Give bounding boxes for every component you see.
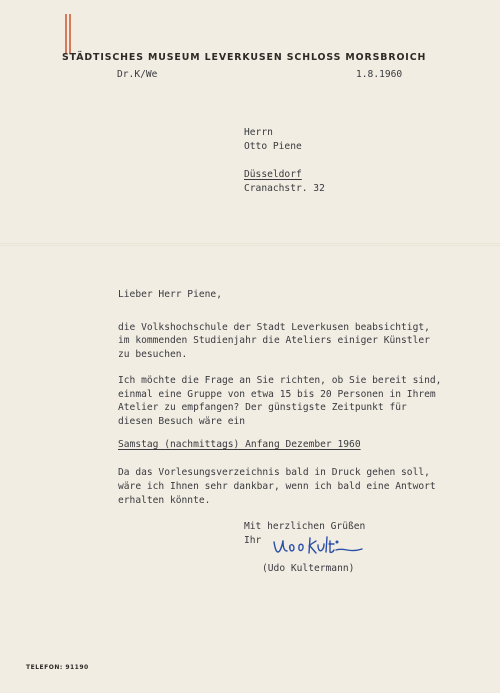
paragraph-line: Atelier zu empfangen? Der günstigste Zeitpunkt für (118, 402, 407, 413)
red-mark (69, 14, 71, 54)
paper-fold (0, 243, 500, 246)
greeting: Lieber Herr Piene, (118, 289, 222, 300)
letter-date: 1.8.1960 (356, 69, 403, 80)
recipient-city: Düsseldorf (244, 169, 302, 180)
paragraph-line: die Volkshochschule der Stadt Leverkusen beabsichtigt, (118, 322, 430, 333)
signatory-name: (Udo Kultermann) (262, 563, 355, 574)
paragraph-line: Da das Vorlesungsverzeichnis bald in Druck gehen soll, (118, 467, 430, 478)
closing-line: Ihr (244, 535, 262, 546)
reference-code: Dr.K/We (117, 69, 158, 80)
paragraph-line: Ich möchte die Frage an Sie richten, ob Sie bereit sind, (118, 375, 442, 386)
paragraph-line: im kommenden Studienjahr die Ateliers einiger Künstler (118, 335, 430, 346)
footer-telefon: TELEFON: 91190 (26, 664, 89, 671)
handwritten-signature (272, 532, 364, 565)
paragraph-line: erhalten könnte. (118, 495, 211, 506)
closing-line: Mit herzlichen Grüßen (244, 521, 366, 532)
recipient-salutation: Herrn (244, 127, 273, 138)
paragraph-line: wäre ich Ihnen sehr dankbar, wenn ich bald eine Antwort (118, 481, 436, 492)
highlight-date: Samstag (nachmittags) Anfang Dezember 1960 (118, 439, 361, 450)
recipient-street: Cranachstr. 32 (244, 183, 325, 194)
letterhead-title: STÄDTISCHES MUSEUM LEVERKUSEN SCHLOSS MORSBROICH (62, 52, 427, 63)
paragraph-line: einmal eine Gruppe von etwa 15 bis 20 Personen in Ihrem (118, 389, 436, 400)
red-mark (65, 14, 67, 54)
paragraph-line: diesen Besuch wäre ein (118, 416, 246, 427)
recipient-name: Otto Piene (244, 141, 302, 152)
paragraph-line: zu besuchen. (118, 349, 188, 360)
